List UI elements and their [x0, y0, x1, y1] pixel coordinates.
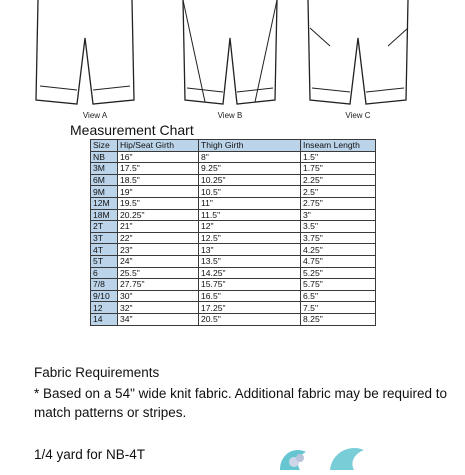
- cell-inseam-length: 5.25": [301, 267, 376, 279]
- cell-size: 6: [91, 267, 118, 279]
- fabric-requirements-title: Fabric Requirements: [34, 365, 160, 380]
- view-b-illustration: [165, 0, 295, 110]
- cell-inseam-length: 4.75": [301, 255, 376, 267]
- cell-size: 9/10: [91, 290, 118, 302]
- cell-hip-seat-girth: 22": [118, 232, 199, 244]
- table-row: [91, 151, 376, 163]
- brand-logo-graphic: [270, 440, 380, 475]
- cell-size: 12M: [91, 197, 118, 209]
- cell-hip-seat-girth: 20.25": [118, 209, 199, 221]
- cell-inseam-length: 2.25": [301, 174, 376, 186]
- table-row: [91, 197, 376, 209]
- cell-thigh-girth: 10.5": [199, 186, 301, 198]
- cell-hip-seat-girth: 21": [118, 221, 199, 233]
- table-row: [91, 163, 376, 175]
- cell-inseam-length: 5.75": [301, 279, 376, 291]
- cell-hip-seat-girth: 18.5": [118, 174, 199, 186]
- table-body: [91, 151, 376, 325]
- cell-inseam-length: 3.75": [301, 232, 376, 244]
- cell-size: 4T: [91, 244, 118, 256]
- cell-hip-seat-girth: 32": [118, 302, 199, 314]
- table-row: [91, 255, 376, 267]
- cell-hip-seat-girth: 19.5": [118, 197, 199, 209]
- cell-inseam-length: 8.25": [301, 313, 376, 325]
- cell-thigh-girth: 11": [199, 197, 301, 209]
- view-c-illustration: [300, 0, 420, 110]
- table-row: [91, 279, 376, 291]
- cell-inseam-length: 4.25": [301, 244, 376, 256]
- cell-thigh-girth: 10.25": [199, 174, 301, 186]
- cell-size: 9M: [91, 186, 118, 198]
- cell-size: 5T: [91, 255, 118, 267]
- garment-views: [0, 0, 465, 122]
- measurement-table: [90, 139, 376, 326]
- cell-size: 12: [91, 302, 118, 314]
- table-row: [91, 174, 376, 186]
- table-row: [91, 290, 376, 302]
- cell-size: 3M: [91, 163, 118, 175]
- table-row: [91, 186, 376, 198]
- cell-thigh-girth: 13.5": [199, 255, 301, 267]
- cell-inseam-length: 3": [301, 209, 376, 221]
- cell-hip-seat-girth: 24": [118, 255, 199, 267]
- cell-hip-seat-girth: 19": [118, 186, 199, 198]
- view-a-illustration: [10, 0, 160, 110]
- cell-hip-seat-girth: 27.75": [118, 279, 199, 291]
- cell-thigh-girth: 12.5": [199, 232, 301, 244]
- view-c-label: View C: [345, 111, 371, 120]
- cell-inseam-length: 3.5": [301, 221, 376, 233]
- yardage-line: 1/4 yard for NB-4T: [34, 447, 146, 462]
- header-inseam-length: Inseam Length: [301, 140, 376, 152]
- cell-hip-seat-girth: 30": [118, 290, 199, 302]
- table-row: [91, 209, 376, 221]
- cell-thigh-girth: 17.25": [199, 302, 301, 314]
- cell-hip-seat-girth: 34": [118, 313, 199, 325]
- cell-hip-seat-girth: 25.5": [118, 267, 199, 279]
- cell-size: 14: [91, 313, 118, 325]
- cell-thigh-girth: 13": [199, 244, 301, 256]
- cell-inseam-length: 1.75": [301, 163, 376, 175]
- cell-thigh-girth: 16.5": [199, 290, 301, 302]
- view-b-label: View B: [217, 111, 243, 120]
- cell-inseam-length: 1.5": [301, 151, 376, 163]
- cell-inseam-length: 7.5": [301, 302, 376, 314]
- fabric-requirements-note: * Based on a 54" wide knit fabric. Additional fabric may be required to match patterns or stripes.: [34, 386, 448, 420]
- table-header-row: [91, 140, 376, 152]
- table-row: [91, 302, 376, 314]
- cell-size: NB: [91, 151, 118, 163]
- cell-inseam-length: 2.5": [301, 186, 376, 198]
- table-row: [91, 221, 376, 233]
- cell-inseam-length: 2.75": [301, 197, 376, 209]
- header-hip-seat-girth: Hip/Seat Girth: [118, 140, 199, 152]
- header-thigh-girth: Thigh Girth: [199, 140, 301, 152]
- cell-size: 3T: [91, 232, 118, 244]
- view-a-label: View A: [82, 111, 108, 120]
- cell-size: 7/8: [91, 279, 118, 291]
- cell-thigh-girth: 20.5": [199, 313, 301, 325]
- cell-thigh-girth: 14.25": [199, 267, 301, 279]
- cell-thigh-girth: 9.25": [199, 163, 301, 175]
- cell-hip-seat-girth: 17.5": [118, 163, 199, 175]
- measurement-chart-title: Measurement Chart: [70, 122, 194, 138]
- cell-thigh-girth: 8": [199, 151, 301, 163]
- table-row: [91, 244, 376, 256]
- table-row: [91, 313, 376, 325]
- cell-size: 2T: [91, 221, 118, 233]
- header-size: Size: [91, 140, 118, 152]
- cell-size: 18M: [91, 209, 118, 221]
- table-row: [91, 232, 376, 244]
- cell-hip-seat-girth: 16": [118, 151, 199, 163]
- table-row: [91, 267, 376, 279]
- cell-thigh-girth: 15.75": [199, 279, 301, 291]
- cell-thigh-girth: 11.5": [199, 209, 301, 221]
- cell-thigh-girth: 12": [199, 221, 301, 233]
- cell-inseam-length: 6.5": [301, 290, 376, 302]
- cell-size: 6M: [91, 174, 118, 186]
- cell-hip-seat-girth: 23": [118, 244, 199, 256]
